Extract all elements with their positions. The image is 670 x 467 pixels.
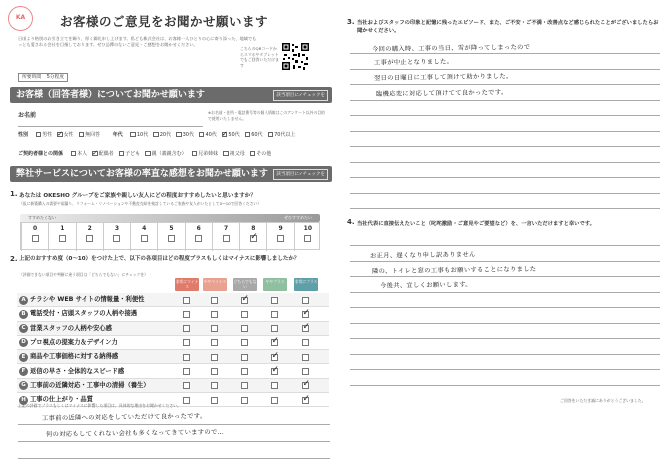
- scale-option-0[interactable]: [21, 223, 48, 251]
- q3-text: 当社およびスタッフの印象と記憶に残ったエピソード、また、ご不安・ご不満・改善点など感じられたことがございましたらお聞かせください。: [357, 20, 659, 34]
- age-checkbox[interactable]: [268, 132, 274, 138]
- relation-checkbox[interactable]: [192, 151, 198, 157]
- ruled-line: [350, 307, 660, 308]
- grid-checkbox[interactable]: [302, 368, 309, 375]
- grid-checkbox[interactable]: [241, 325, 248, 332]
- age-checkbox[interactable]: [130, 132, 136, 138]
- grid-checkbox[interactable]: [211, 354, 218, 361]
- grid-checkbox[interactable]: [183, 311, 190, 318]
- age-option-label: 40代: [205, 132, 217, 138]
- grid-row-label: チラシや WEB サイトの情報量・利便性: [30, 296, 145, 303]
- scale-checkbox[interactable]: [141, 235, 148, 242]
- ruled-line: [350, 276, 660, 277]
- relation-label: ご契約者様との関係: [18, 151, 64, 157]
- grid-checkbox[interactable]: [211, 382, 218, 389]
- q1-number: 1.: [10, 190, 18, 198]
- age-checkbox[interactable]: [176, 132, 182, 138]
- q4-number: 4.: [347, 218, 355, 226]
- scale-checkbox[interactable]: [86, 235, 93, 242]
- scale-number: 6: [196, 225, 201, 232]
- relation-option[interactable]: [192, 151, 219, 157]
- grid-row-label: プロ視点の提案力＆デザイン力: [30, 338, 118, 346]
- q1-text: あなたは OKESHO グループをご家族や親しい友人にどの程度おすすめしたいと思いますか？: [19, 193, 256, 199]
- grid-column-header: 非常にマイナス: [175, 278, 199, 291]
- ruled-line: [350, 208, 660, 209]
- grid-checkbox[interactable]: [183, 354, 190, 361]
- grid-row-letter: H: [19, 396, 28, 405]
- age-option-label: 10代: [136, 132, 149, 138]
- grid-row-letter: A: [19, 296, 28, 305]
- scale-checkbox[interactable]: [195, 235, 202, 242]
- age-checkbox[interactable]: [245, 132, 251, 138]
- scale-option-5[interactable]: [157, 223, 184, 251]
- ruled-line: [350, 193, 660, 194]
- grid-checkbox[interactable]: [271, 368, 278, 375]
- age-option-label: 60代: [251, 132, 263, 138]
- gender-option-label: 無回答: [85, 132, 101, 138]
- ruled-line: [350, 162, 660, 163]
- grid-checkbox[interactable]: [271, 297, 278, 304]
- grid-checkbox[interactable]: [241, 311, 248, 318]
- relation-option[interactable]: [250, 151, 272, 157]
- age-option[interactable]: [176, 132, 194, 138]
- grid-checkbox[interactable]: [241, 382, 248, 389]
- scale-number: 1: [60, 225, 65, 232]
- scale-checkbox[interactable]: [304, 235, 311, 242]
- page-title: お客様のご意見をお聞かせ願います: [60, 14, 269, 29]
- relation-option-label: 親（義親含む）: [151, 151, 187, 157]
- ruled-line: [350, 245, 660, 246]
- relation-checkbox[interactable]: [250, 151, 256, 157]
- gender-checkbox[interactable]: [36, 132, 42, 138]
- grid-checkbox[interactable]: [183, 297, 190, 304]
- section1-title: お客様（回答者様）についてお聞かせ願います: [16, 90, 205, 100]
- scale-right-label: ぜひすすめたい: [283, 215, 312, 220]
- grid-column-header: ややプラス: [263, 278, 287, 291]
- grid-checkbox[interactable]: [211, 311, 218, 318]
- grid-checkbox[interactable]: [241, 339, 248, 346]
- scale-checkbox[interactable]: [32, 235, 39, 242]
- q4-answer-2: 隣の、トイレと窓の工事もお願いすることになりました: [371, 265, 537, 276]
- scale-checkbox[interactable]: [277, 235, 284, 242]
- ruled-line: [350, 69, 660, 70]
- relation-option[interactable]: [145, 151, 187, 157]
- relation-option[interactable]: [119, 151, 141, 157]
- time-label: 所要時間: [22, 75, 42, 80]
- age-option-label: 30代: [182, 132, 194, 138]
- scale-option-6[interactable]: [185, 223, 212, 251]
- ruled-line: [350, 369, 660, 370]
- q2-text: 上記のおすすめ度（0〜10）をつけた上で、以下の各項目はどの程度プラスもしくはマイナスに影響しましたか？: [19, 256, 300, 262]
- qr-caption: こちらのQRコードからスマホやタブレットでもご回答いただけます: [240, 46, 279, 68]
- scale-checkbox[interactable]: [223, 235, 230, 242]
- gender-checkbox[interactable]: [57, 132, 63, 138]
- grid-row-label: 工事前の近隣対応・工事中の清掃（養生）: [30, 381, 150, 389]
- relation-option-label: 兄弟姉妹: [198, 151, 219, 157]
- grid-column-header: どちらでもない: [233, 278, 257, 291]
- section2-check-note: 該当項目に✓チェックを: [273, 169, 328, 180]
- age-option-label: 70代以上: [274, 132, 296, 138]
- thanks-note: ご回答をいただき誠にありがとうございました。: [560, 398, 646, 403]
- gender-option[interactable]: [57, 132, 74, 138]
- intro-text: 日頃より格別のお引き立てを賜り、厚く御礼申し上げます。私ども株式会社は、お客様一人ひとりの心に寄り添った、地域でもっとも愛される会社を目指しております。ぜひ忌憚のないご意見・ご感想をお聞かせください。: [18, 36, 257, 47]
- grid-checkbox[interactable]: [241, 368, 248, 375]
- age-checkbox[interactable]: [222, 132, 228, 138]
- gender-options: [36, 132, 106, 138]
- ruled-line: [350, 53, 660, 54]
- grid-row-label: 商品や工事価格に対する納得感: [30, 353, 119, 361]
- reason-answer-1: 工事前の近隣への対応をしていただけて良かったです。: [41, 412, 207, 423]
- ruled-line: [350, 338, 660, 339]
- grid-row-letter: D: [19, 338, 28, 347]
- relation-checkbox[interactable]: [71, 151, 77, 157]
- ruled-line: [350, 292, 660, 293]
- q4-answer-3: 今後共、宜しくお願いします。: [379, 281, 472, 290]
- relation-option-label: 配偶者: [98, 151, 114, 157]
- scale-option-3[interactable]: [103, 223, 130, 251]
- grid-row-label: 工事の仕上がり・品質: [30, 396, 93, 404]
- relation-option[interactable]: [223, 151, 245, 157]
- ruled-line: [350, 385, 660, 386]
- scale-number: 3: [114, 225, 120, 232]
- recommend-scale: [20, 222, 320, 250]
- grid-checkbox[interactable]: [302, 297, 309, 304]
- scale-number: 10: [303, 225, 313, 232]
- grid-row-label: 返信の早さ・全体的なスピード感: [30, 367, 125, 375]
- relation-row: [18, 149, 276, 159]
- scale-checkbox[interactable]: [250, 235, 257, 242]
- grid-column-header: ややマイナス: [203, 278, 227, 291]
- gender-checkbox[interactable]: [79, 132, 85, 138]
- q2-number: 2.: [10, 255, 18, 263]
- grid-checkbox[interactable]: [302, 382, 309, 389]
- section1-header: [10, 87, 332, 103]
- relation-option-label: その他: [256, 151, 272, 157]
- grid-checkbox[interactable]: [211, 368, 218, 375]
- q3-answer-3: 翌日の日曜日に工事して頂けて助かりました。: [373, 73, 513, 82]
- scale-checkbox[interactable]: [59, 235, 66, 242]
- reason-line-3: [18, 458, 330, 459]
- reason-note: 上記の評価でプラスもしくはマイナスに影響した項目は、具体的な理由をお聞かせください。: [18, 403, 182, 408]
- scale-option-9[interactable]: [266, 223, 293, 251]
- scale-number: 4: [142, 225, 147, 232]
- q3-answer-4: 臨機応変に対応して頂けてて良かったです。: [375, 89, 508, 98]
- q4-text: 当社代表に直接伝えたいこと（叱咤激励・ご意見やご要望など）を、一言いただけますと幸いです。: [357, 221, 595, 227]
- scale-option-4[interactable]: [130, 223, 157, 251]
- scale-number: 5: [169, 225, 174, 232]
- grid-checkbox[interactable]: [271, 311, 278, 318]
- reason-line-1: [18, 424, 330, 425]
- scale-checkbox[interactable]: [113, 235, 120, 242]
- age-options: [130, 132, 300, 138]
- ruled-line: [350, 131, 660, 132]
- section2-title: 弊社サービスについてお客様の率直な感想をお聞かせ願います: [16, 169, 268, 179]
- ruled-line: [350, 115, 660, 116]
- age-option[interactable]: [245, 132, 263, 138]
- scale-option-10[interactable]: [294, 223, 321, 251]
- scale-bar: [20, 214, 320, 222]
- gender-option[interactable]: [79, 132, 101, 138]
- grid-checkbox[interactable]: [211, 297, 218, 304]
- ruled-line: [350, 100, 660, 101]
- ruled-line: [350, 261, 660, 262]
- section1-check-note: 該当項目に✓チェックを: [273, 90, 328, 101]
- q4-answer-1: お正月、遅くなり申し訳ありません: [369, 251, 476, 260]
- relation-checkbox[interactable]: [92, 151, 98, 157]
- scale-option-1[interactable]: [48, 223, 75, 251]
- grid-checkbox[interactable]: [183, 339, 190, 346]
- grid-row-label: 電話受付・店頭スタッフの人柄や接遇: [30, 310, 138, 318]
- grid-checkbox[interactable]: [271, 354, 278, 361]
- q3-answer-2: 工事が中止となりました。: [373, 58, 454, 67]
- relation-option-label: 子ども: [125, 151, 141, 157]
- ruled-line: [350, 146, 660, 147]
- scale-left-label: すすめたくない: [28, 215, 57, 220]
- grid-checkbox[interactable]: [183, 368, 190, 375]
- scale-option-2[interactable]: [76, 223, 103, 251]
- grid-checkbox[interactable]: [241, 297, 248, 304]
- grid-row-letter: C: [19, 324, 28, 333]
- grid-checkbox[interactable]: [302, 339, 309, 346]
- q1-note: （仮に新築購入の需要や雨漏り、リフォーム・リノベーションや不動産売却を検討しているご家族や友人がいたとして0〜10で回答ください）: [19, 201, 262, 206]
- grid-checkbox[interactable]: [271, 339, 278, 346]
- age-checkbox[interactable]: [199, 132, 205, 138]
- name-line: [18, 126, 203, 127]
- reason-line-2: [18, 441, 330, 442]
- relation-option-label: 本人: [77, 151, 88, 157]
- scale-number: 7: [223, 225, 229, 232]
- q3-answer-1: 今回の購入時、工事の当日、雪が降ってしまったので: [371, 43, 531, 54]
- grid-checkbox[interactable]: [302, 325, 309, 332]
- name-label: お名前: [18, 112, 37, 119]
- grid-checkbox[interactable]: [183, 382, 190, 389]
- q3-number: 3.: [347, 18, 355, 26]
- logo-seal: [8, 6, 33, 31]
- logo-seal-text: KA: [15, 14, 26, 21]
- grid-checkbox[interactable]: [211, 339, 218, 346]
- gender-label: 性別: [18, 132, 29, 138]
- gender-option-label: 女性: [63, 132, 74, 138]
- reason-answer-2: 何の対応もしてくれない会社も多くなってきていますので…: [45, 428, 225, 439]
- relation-checkbox[interactable]: [119, 151, 125, 157]
- age-option[interactable]: [130, 132, 148, 138]
- age-option[interactable]: [199, 132, 217, 138]
- gender-option[interactable]: [36, 132, 53, 138]
- grid-row-label: 営業スタッフの人柄や安心感: [30, 324, 112, 332]
- gender-option-label: 男性: [42, 132, 53, 138]
- relation-option-label: 祖父母: [229, 151, 245, 157]
- grid-row-letter: E: [19, 353, 28, 362]
- privacy-note: ※お名前・住所・電話番号等の個人情報はこのアンケート以外の目的で使用いたしません。: [208, 110, 325, 121]
- relation-checkbox[interactable]: [223, 151, 229, 157]
- scale-number: 0: [33, 225, 38, 232]
- q2-note: （評価できない項目や判断に迷う項目は「どちらでもない」にチェックを）: [19, 272, 148, 277]
- ruled-line: [350, 354, 660, 355]
- time-badge: [18, 73, 68, 82]
- age-option-label: 20代: [159, 132, 172, 138]
- grid-checkbox[interactable]: [271, 382, 278, 389]
- ruled-line: [350, 323, 660, 324]
- relation-option[interactable]: [92, 151, 114, 157]
- gender-row: [18, 130, 300, 140]
- relation-checkbox[interactable]: [145, 151, 151, 157]
- ruled-line: [350, 84, 660, 85]
- grid-checkbox[interactable]: [211, 325, 218, 332]
- grid-row-letter: F: [19, 367, 28, 376]
- age-checkbox[interactable]: [153, 132, 159, 138]
- qr-code[interactable]: [281, 42, 310, 71]
- age-label: 年代: [112, 132, 123, 138]
- age-option-label: 50代: [228, 132, 240, 138]
- scale-option-8[interactable]: [239, 223, 266, 251]
- scale-option-7[interactable]: [212, 223, 239, 251]
- grid-checkbox[interactable]: [302, 311, 309, 318]
- grid-checkbox[interactable]: [183, 325, 190, 332]
- grid-row-letter: B: [19, 310, 28, 319]
- grid-checkbox[interactable]: [302, 354, 309, 361]
- ruled-line: [350, 177, 660, 178]
- relation-option[interactable]: [71, 151, 88, 157]
- scale-checkbox[interactable]: [168, 235, 175, 242]
- age-option[interactable]: [222, 132, 240, 138]
- age-option[interactable]: [153, 132, 171, 138]
- grid-checkbox[interactable]: [241, 354, 248, 361]
- grid-checkbox[interactable]: [271, 325, 278, 332]
- relation-options: [71, 151, 277, 157]
- scale-number: 8: [251, 225, 256, 232]
- scale-number: 9: [278, 225, 283, 232]
- age-option[interactable]: [268, 132, 296, 138]
- grid-column-header: 非常にプラス: [294, 278, 318, 291]
- grid-row-letter: G: [19, 381, 28, 390]
- section2-header: [10, 166, 332, 182]
- time-value: 5分程度: [46, 75, 65, 80]
- scale-number: 2: [87, 225, 92, 232]
